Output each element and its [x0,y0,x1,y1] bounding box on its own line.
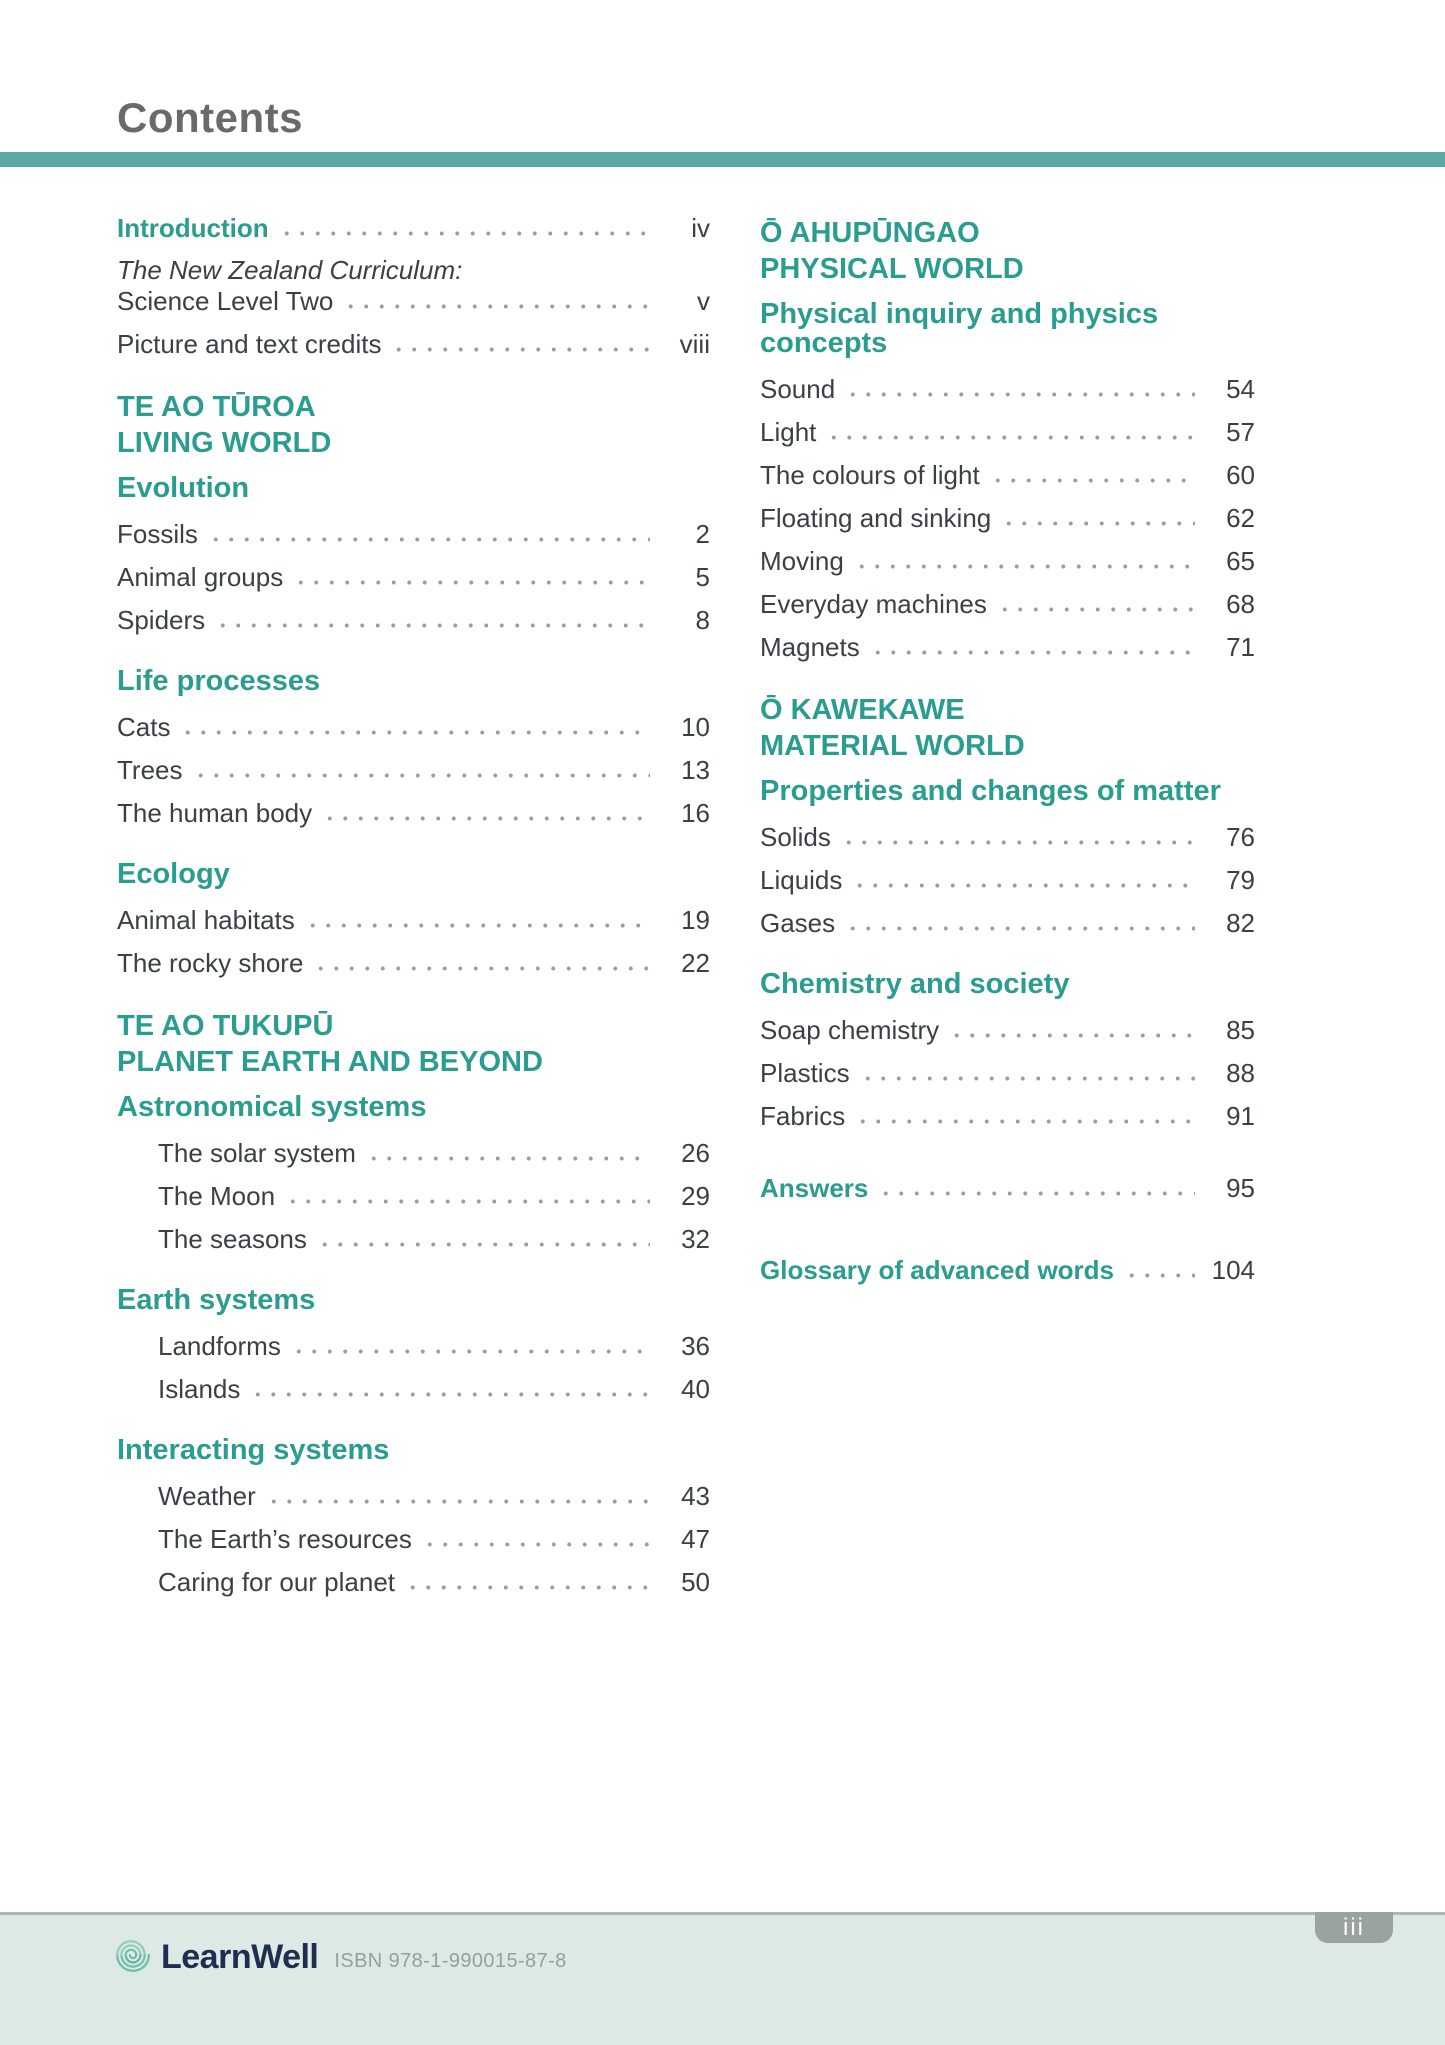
toc-entry [760,910,1255,936]
entry-page: 82 [1226,908,1255,938]
toc-entry [760,1103,1255,1129]
toc-entry [117,1376,710,1402]
teal-divider-bar [0,152,1445,167]
entry-page: 57 [1226,417,1255,447]
toc-entry [117,714,710,740]
dot-leader [391,346,650,353]
part-heading-planet-earth [117,1008,710,1080]
dot-leader [343,303,650,310]
group-heading: Ecology [117,858,230,890]
entry-label: Spiders [117,605,206,635]
dot-leader [949,1032,1195,1039]
entry-page: 29 [681,1181,710,1211]
entry-page: 88 [1226,1058,1255,1088]
group-astronomical-systems [117,1093,710,1252]
toc-entry [760,824,1255,850]
part-heading-line2: PLANET EARTH AND BEYOND [117,1046,543,1078]
entry-label: The human body [117,798,313,828]
group-heading: Chemistry and society [760,968,1070,1000]
entry-page: 43 [681,1481,710,1511]
toc-entry [117,1226,710,1252]
dot-leader [266,1498,650,1505]
part-heading-line1: Ō KAWEKAWE [760,694,965,726]
entry-label: Soap chemistry [760,1015,940,1045]
part-heading-living-world [117,389,710,461]
group-heading: Life processes [117,665,321,697]
dot-leader [279,230,650,237]
dot-leader [845,391,1195,398]
toc-entry [760,867,1255,893]
entry-page: 10 [681,712,710,742]
entry-label: Cats [117,712,171,742]
entry-page: 32 [681,1224,710,1254]
dot-leader [997,606,1195,613]
entry-label: Moving [760,546,844,576]
glossary-entry [760,1257,1255,1283]
dot-leader [215,622,650,629]
toc-entry [117,757,710,783]
dot-leader [180,729,650,736]
entry-label: Liquids [760,865,843,895]
credits-entry [117,331,710,357]
group-properties-matter [760,777,1255,936]
entry-page: 65 [1226,546,1255,576]
entry-label: Islands [158,1374,241,1404]
part-heading-line1: TE AO TŪROA [117,391,316,423]
dot-leader [990,477,1195,484]
toc-entry [117,1483,710,1509]
dot-leader [845,925,1195,932]
entry-label: Trees [117,755,183,785]
toc-entry [117,288,710,314]
part-heading-material-world [760,692,1255,764]
entry-label: Everyday machines [760,589,987,619]
entry-label: The Earth’s resources [158,1524,412,1554]
dot-leader [317,1241,650,1248]
dot-leader [313,965,650,972]
group-chemistry-society [760,970,1255,1129]
dot-leader [855,1118,1195,1125]
toc-column-right [760,215,1255,1283]
dot-leader [854,563,1195,570]
toc-entry [117,907,710,933]
entry-label: Caring for our planet [158,1567,396,1597]
publisher-brand [113,1936,567,1979]
entry-page: 36 [681,1331,710,1361]
toc-entry [117,1333,710,1359]
toc-entry [117,950,710,976]
group-heading: Physical inquiry and physics concepts [760,298,1159,359]
entry-label: Plastics [760,1058,850,1088]
dot-leader [291,1348,650,1355]
entry-page: 47 [681,1524,710,1554]
entry-label: Glossary of advanced words [760,1255,1115,1285]
part-heading-line2: MATERIAL WORLD [760,730,1025,762]
entry-page: 50 [681,1567,710,1597]
part-heading-physical-world [760,215,1255,287]
entry-label: The rocky shore [117,948,304,978]
group-physical-inquiry [760,300,1255,660]
entry-page: 22 [681,948,710,978]
entry-page: 19 [681,905,710,935]
toc-entry [760,634,1255,660]
dot-leader [826,434,1195,441]
entry-page: 16 [681,798,710,828]
entry-label: The colours of light [760,460,980,490]
entry-label-italic: The New Zealand Curriculum: [117,255,463,285]
entry-page: iv [691,213,710,243]
group-ecology [117,860,710,976]
page-title: Contents [117,94,303,141]
dot-leader [366,1155,650,1162]
entry-label: Gases [760,908,836,938]
dot-leader [870,649,1195,656]
entry-label: Fabrics [760,1101,846,1131]
entry-page: 71 [1226,632,1255,662]
entry-label: Solids [760,822,831,852]
part-heading-line1: TE AO TUKUPŪ [117,1010,334,1042]
toc-entry [760,1017,1255,1043]
entry-page: 68 [1226,589,1255,619]
toc-entry [117,1526,710,1552]
dot-leader [841,839,1195,846]
entry-page: 62 [1226,503,1255,533]
dot-leader [193,772,651,779]
entry-label: Animal habitats [117,905,295,935]
group-life-processes [117,667,710,826]
entry-page: viii [679,329,710,359]
entry-page: 54 [1226,374,1255,404]
dot-leader [322,815,650,822]
toc-entry [760,505,1255,531]
entry-label: Introduction [117,213,269,243]
dot-leader [250,1391,650,1398]
entry-label: Light [760,417,817,447]
part-heading-line1: Ō AHUPŪNGAO [760,217,980,249]
page-footer [0,1912,1445,2045]
toc-entry [117,800,710,826]
group-heading: Earth systems [117,1284,316,1316]
group-heading: Astronomical systems [117,1091,427,1123]
entry-label: Science Level Two [117,286,334,316]
entry-page: 26 [681,1138,710,1168]
entry-label: Landforms [158,1331,281,1361]
entry-page: 79 [1226,865,1255,895]
toc-entry [117,1183,710,1209]
group-earth-systems [117,1286,710,1402]
entry-page: 8 [695,605,710,635]
folio-page-number-badge [1315,1912,1393,1943]
group-interacting-systems [117,1436,710,1595]
dot-leader [293,579,650,586]
toc-columns [0,215,1445,1595]
entry-page: 91 [1226,1101,1255,1131]
learnwell-spiral-logo-icon [113,1936,151,1979]
entry-label: The solar system [158,1138,356,1168]
entry-label: Fossils [117,519,198,549]
group-evolution [117,474,710,633]
toc-entry [117,607,710,633]
glossary-section [760,1257,1255,1283]
group-heading: Interacting systems [117,1434,390,1466]
answers-section [760,1175,1255,1201]
toc-entry [760,591,1255,617]
entry-label: Animal groups [117,562,284,592]
dot-leader [285,1198,650,1205]
toc-entry [760,376,1255,402]
group-heading: Evolution [117,472,250,504]
folio-page-number: iii [1343,1913,1365,1941]
entry-label: Picture and text credits [117,329,382,359]
curriculum-entry [117,257,710,314]
entry-label: Answers [760,1173,869,1203]
entry-page: 104 [1211,1255,1255,1285]
isbn-text: ISBN 978-1-990015-87-8 [334,1949,567,1972]
entry-page: 5 [695,562,710,592]
entry-label: The Moon [158,1181,276,1211]
group-heading: Properties and changes of matter [760,775,1221,807]
entry-label: Weather [158,1481,256,1511]
toc-entry [117,564,710,590]
entry-label: The seasons [158,1224,307,1254]
dot-leader [1001,520,1195,527]
toc-entry [117,1569,710,1595]
entry-page: 13 [681,755,710,785]
toc-entry [760,548,1255,574]
dot-leader [1124,1272,1195,1279]
toc-entry [760,419,1255,445]
dot-leader [405,1584,650,1591]
introduction-entry [117,215,710,241]
entry-label: Sound [760,374,836,404]
dot-leader [305,922,650,929]
publisher-name: LearnWell [161,1938,319,1976]
entry-page: 76 [1226,822,1255,852]
entry-page: 40 [681,1374,710,1404]
dot-leader [878,1190,1195,1197]
toc-column-left [117,215,710,1595]
toc-entry [117,521,710,547]
entry-page: v [697,286,710,316]
entry-page: 95 [1226,1173,1255,1203]
part-heading-line2: LIVING WORLD [117,427,332,459]
entry-page: 2 [695,519,710,549]
entry-page: 85 [1226,1015,1255,1045]
answers-entry [760,1175,1255,1201]
toc-entry [760,462,1255,488]
toc-entry [117,1140,710,1166]
entry-page: 60 [1226,460,1255,490]
dot-leader [852,882,1195,889]
entry-label: Magnets [760,632,860,662]
dot-leader [860,1075,1195,1082]
dot-leader [422,1541,650,1548]
part-heading-line2: PHYSICAL WORLD [760,253,1024,285]
toc-entry [760,1060,1255,1086]
dot-leader [208,536,650,543]
entry-label: Floating and sinking [760,503,992,533]
